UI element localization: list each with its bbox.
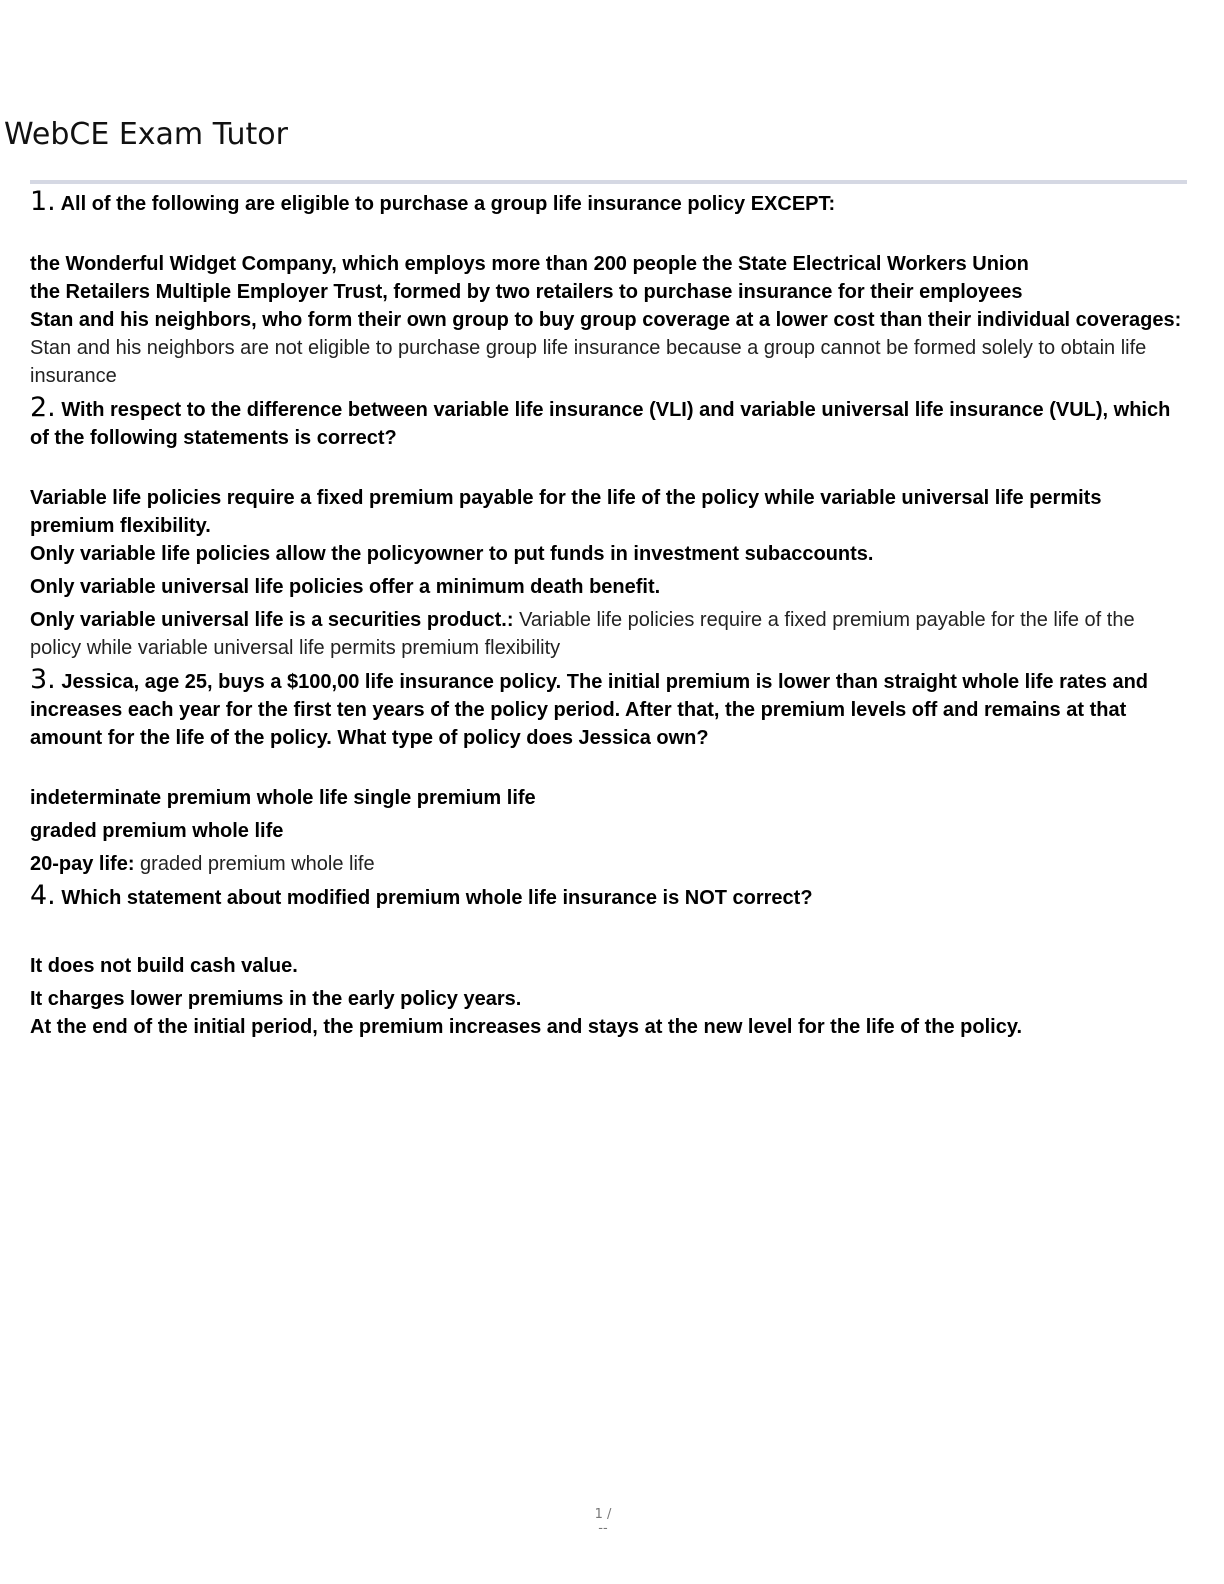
question-number: 2. (30, 392, 56, 423)
question-text (30, 188, 1190, 218)
option: graded premium whole life (30, 820, 284, 842)
question-1 (30, 188, 1190, 390)
option: the Retailers Multiple Employer Trust, formed by two retailers to purchase insurance for their employees (30, 281, 1023, 303)
question-text (30, 882, 1190, 912)
option-list (30, 484, 1190, 662)
question-text (30, 394, 1190, 452)
question-prompt: Which statement about modified premium whole life insurance is NOT correct? (61, 887, 813, 909)
option: Stan and his neighbors, who form their own group to buy group coverage at a lower cost than their individual coverages: (30, 309, 1182, 331)
question-number: 3. (30, 664, 56, 695)
question-text (30, 666, 1190, 752)
question-number: 1. (30, 186, 56, 217)
option-list (30, 952, 1190, 1041)
page-number-text: 1 / (594, 1507, 612, 1522)
question-list (30, 188, 1190, 1045)
option: At the end of the initial period, the premium increases and stays at the new level for the life of the policy. (30, 1016, 1023, 1038)
option-with-answer (30, 306, 1190, 390)
option: It does not build cash value. (30, 955, 298, 977)
page-number-total: -- (598, 1521, 608, 1536)
question-3 (30, 666, 1190, 878)
option: Only variable universal life policies offer a minimum death benefit. (30, 576, 661, 598)
answer-explanation: Variable life policies require a fixed premium payable for the life of the policy while variable universal life permits premium flexibility (30, 609, 1135, 659)
option: Only variable universal life is a securities product.: (30, 609, 514, 631)
option-with-answer (30, 850, 1190, 878)
question-4 (30, 882, 1190, 1041)
option: 20-pay life: (30, 853, 135, 875)
option-list (30, 784, 1190, 878)
question-prompt: All of the following are eligible to purchase a group life insurance policy EXCEPT: (60, 193, 836, 215)
option: It charges lower premiums in the early policy years. (30, 988, 522, 1010)
option: indeterminate premium whole life single premium life (30, 787, 536, 809)
page-title: WebCE Exam Tutor (4, 117, 288, 152)
question-prompt: Jessica, age 25, buys a $100,00 life insurance policy. The initial premium is lower than straight whole life rates and increases each year for the first ten years of the policy period. After that, the premium levels off and remains at that amount for the life of the policy. What type of policy does Jessica own? (30, 671, 1149, 749)
page-number (588, 1507, 618, 1536)
option: Variable life policies require a fixed premium payable for the life of the policy while variable universal life permits premium flexibility. (30, 487, 1102, 537)
option-list (30, 250, 1190, 390)
option: the Wonderful Widget Company, which employs more than 200 people the State Electrical Workers Union (30, 253, 1029, 275)
answer-explanation: graded premium whole life (140, 853, 375, 875)
title-divider (30, 180, 1187, 184)
question-2 (30, 394, 1190, 662)
question-number: 4. (30, 880, 56, 911)
option: Only variable life policies allow the policyowner to put funds in investment subaccounts. (30, 543, 874, 565)
question-prompt: With respect to the difference between variable life insurance (VLI) and variable universal life insurance (VUL), which of the following statements is correct? (30, 399, 1171, 449)
option-with-answer (30, 606, 1190, 662)
answer-explanation: Stan and his neighbors are not eligible to purchase group life insurance because a group cannot be formed solely to obtain life insurance (30, 337, 1147, 387)
